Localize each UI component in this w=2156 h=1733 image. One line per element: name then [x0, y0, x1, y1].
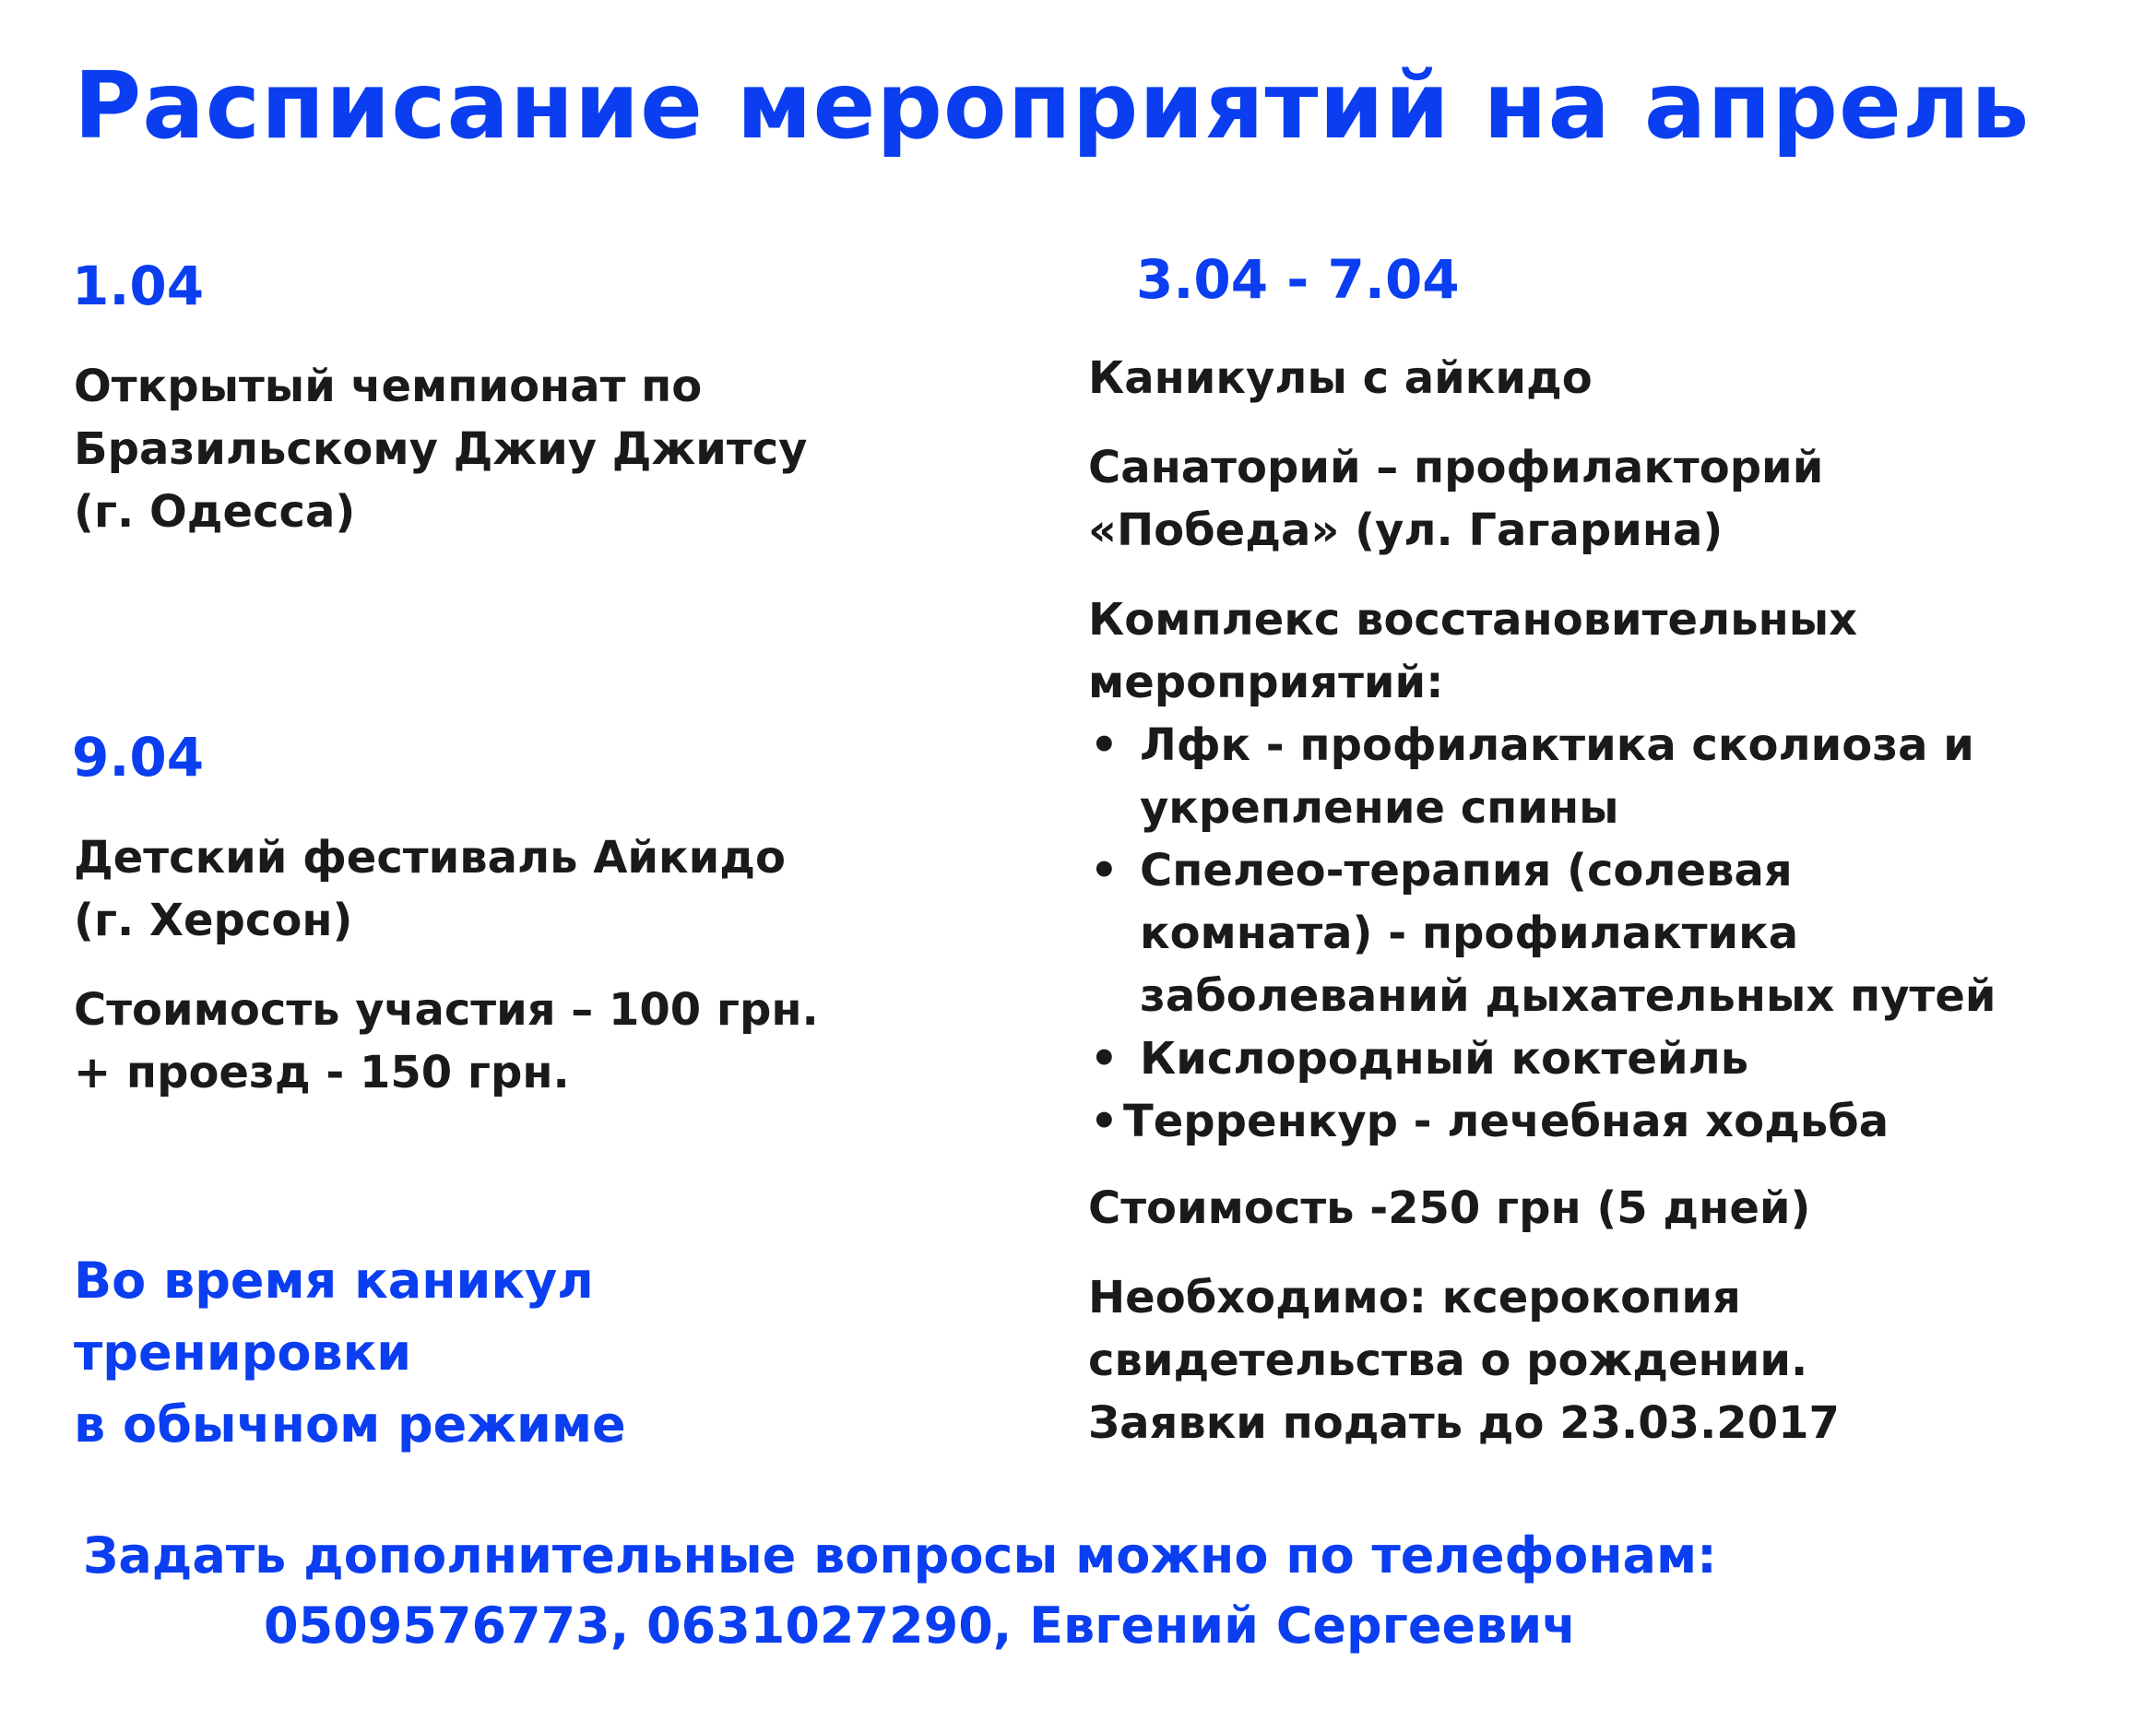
bullet-icon: •: [1090, 1033, 1119, 1085]
camp-date: 3.04 - 7.04: [1136, 248, 1460, 311]
event-cost-2: [74, 979, 819, 1104]
requirement-line: свидетельства о рождении.: [1088, 1335, 1808, 1386]
camp-requirements: [1088, 1266, 1840, 1454]
contact-phones: 0509576773, 0631027290, Евгений Сергеевич: [264, 1596, 1577, 1655]
list-item: • Лфк - профилактика сколиоза и укрепление спины: [1088, 714, 1996, 839]
location-line: Санаторий – профилакторий: [1088, 442, 1824, 493]
holiday-training-note: [74, 1245, 626, 1461]
contact-line-1: Задать дополнительные вопросы можно по телефонам:: [83, 1526, 1717, 1585]
list-item: • Терренкур - лечебная ходьба: [1088, 1090, 1996, 1153]
event-description-1: [74, 355, 807, 543]
event-line: Детский фестиваль Айкидо: [74, 832, 786, 884]
cost-line: Стоимость участия – 100 грн.: [74, 984, 819, 1036]
list-item: • Спелео-терапия (солевая комната) - профилактика заболеваний дыхательных путей: [1088, 839, 1996, 1027]
bullet-icon: •: [1090, 845, 1119, 896]
cost-line: + проезд - 150 грн.: [74, 1047, 570, 1098]
event-line: (г. Одесса): [74, 486, 356, 538]
requirement-line: Заявки подать до 23.03.2017: [1088, 1397, 1840, 1449]
note-line: тренировки: [74, 1323, 412, 1382]
program-line: Комплекс восстановительных: [1088, 594, 1858, 646]
note-line: Во время каникул: [74, 1252, 594, 1310]
camp-location: [1088, 436, 1823, 562]
event-description-2: [74, 826, 786, 952]
event-date-1: 1.04: [72, 255, 205, 317]
event-line: Бразильскому Джиу Джитсу: [74, 423, 808, 475]
camp-cost: Стоимость -250 грн (5 дней): [1088, 1182, 1811, 1234]
list-item: • Кислородный коктейль: [1088, 1027, 1996, 1090]
program-line: мероприятий:: [1088, 657, 1444, 708]
requirement-line: Необходимо: ксерокопия: [1088, 1272, 1741, 1323]
event-line: (г. Херсон): [74, 895, 353, 946]
location-line: «Победа» (ул. Гагарина): [1088, 504, 1724, 556]
event-line: Открытый чемпионат по: [74, 361, 703, 412]
event-date-2: 9.04: [72, 726, 205, 789]
page-title: Расписание мероприятий на апрель: [74, 52, 2031, 160]
note-line: в обычном режиме: [74, 1395, 626, 1454]
program-list: [1088, 714, 1996, 1153]
bullet-icon: •: [1090, 1096, 1119, 1147]
camp-heading: Каникулы с айкидо: [1088, 352, 1593, 404]
camp-program: [1088, 588, 1996, 1153]
bullet-icon: •: [1090, 719, 1119, 771]
